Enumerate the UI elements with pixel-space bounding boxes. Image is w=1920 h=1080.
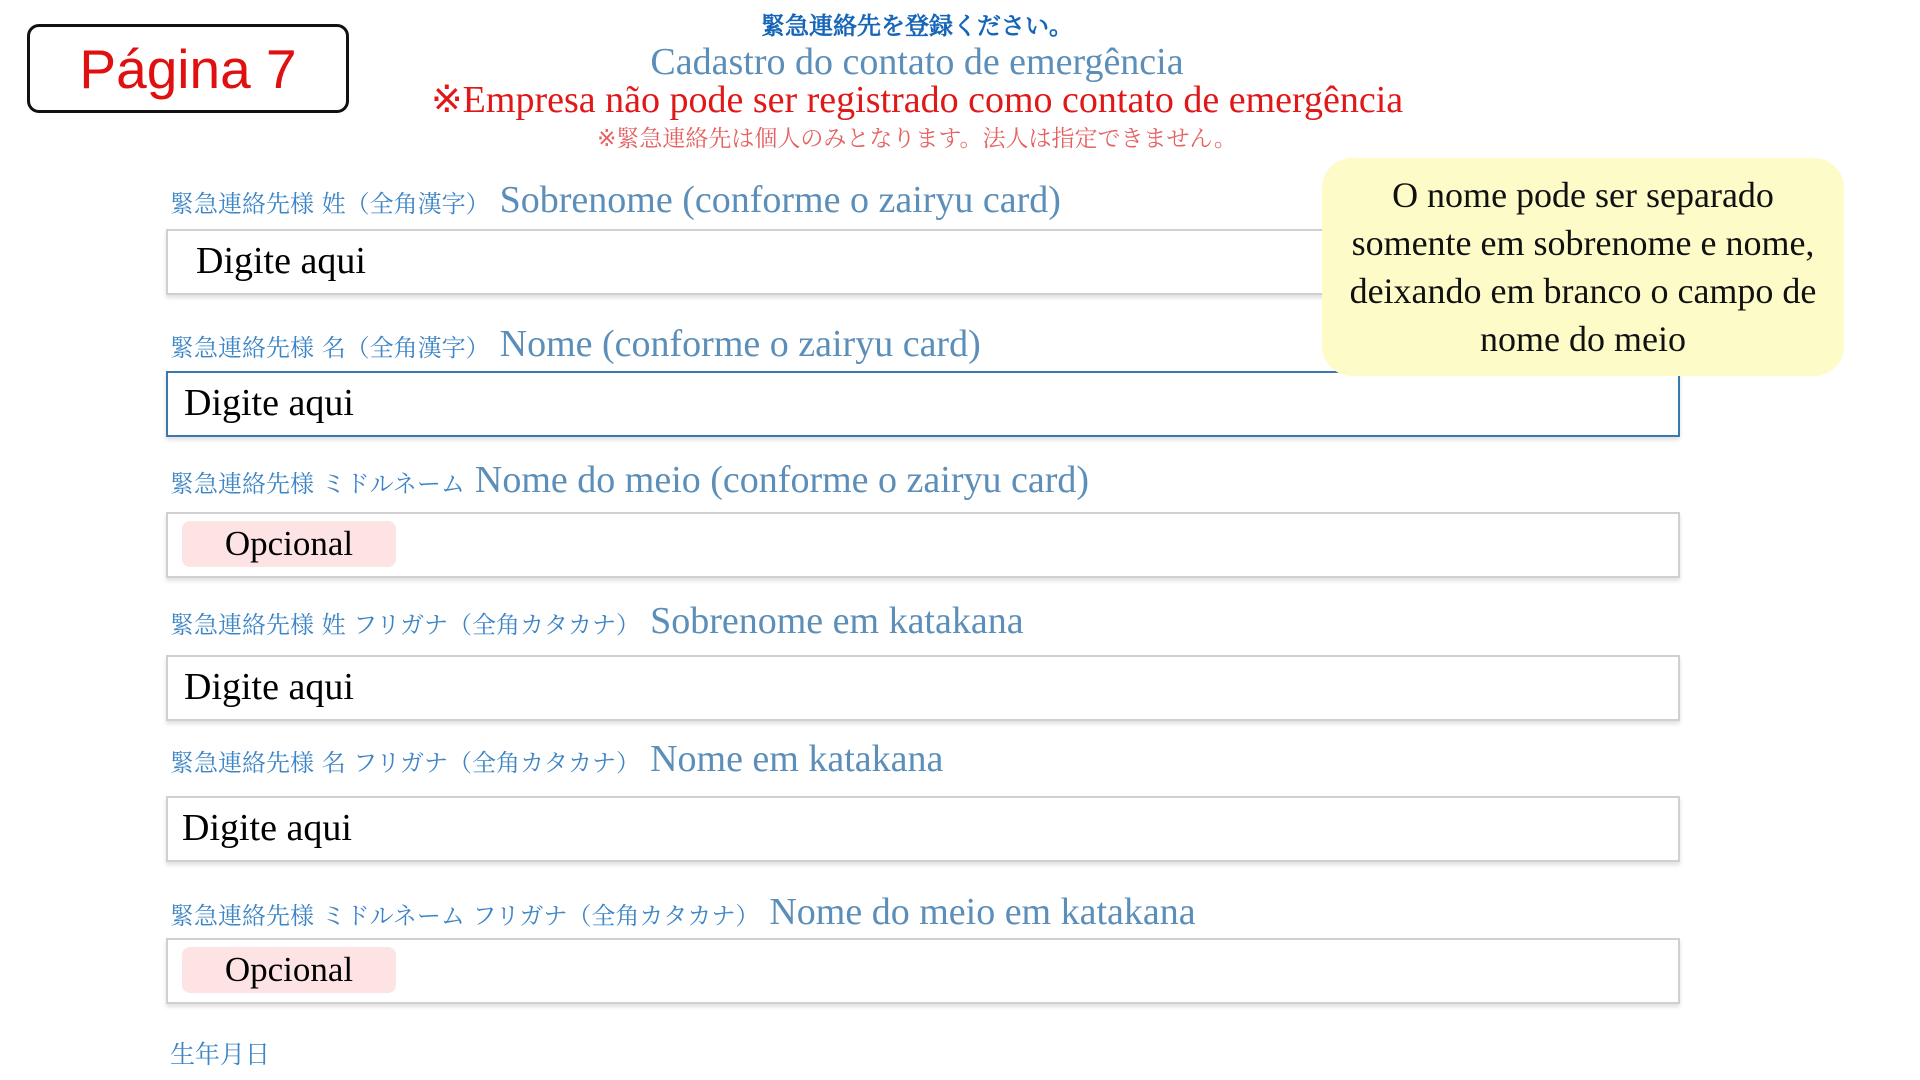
given-name-kana-input[interactable] — [166, 796, 1680, 862]
middle-name-kana-label-translation: Nome do meio em katakana — [769, 891, 1196, 933]
given-name-kana-label-translation: Nome em katakana — [650, 738, 944, 780]
given-name-kana-label-jp: 緊急連絡先様 名 フリガナ（全角カタカナ） — [170, 749, 641, 777]
surname-label-translation: Sobrenome (conforme o zairyu card) — [499, 179, 1061, 221]
given-name-kana-input-text: Digite aqui — [182, 807, 352, 849]
middle-name-label-jp: 緊急連絡先様 ミドルネーム — [170, 470, 465, 498]
surname-kana-input[interactable] — [166, 655, 1680, 721]
form-title-jp: 緊急連絡先を登録ください。 — [761, 12, 1073, 40]
middle-name-kana-label — [170, 890, 1196, 934]
given-name-label-translation: Nome (conforme o zairyu card) — [499, 323, 981, 365]
middle-name-kana-input[interactable] — [166, 938, 1680, 1004]
surname-input-text: Digite aqui — [196, 240, 366, 282]
optional-badge: Opcional — [182, 947, 396, 993]
surname-kana-label — [170, 599, 1024, 643]
middle-name-label — [170, 458, 1089, 502]
middle-name-kana-label-jp: 緊急連絡先様 ミドルネーム フリガナ（全角カタカナ） — [170, 902, 760, 930]
middle-name-label-translation: Nome do meio (conforme o zairyu card) — [474, 459, 1090, 501]
surname-kana-label-jp: 緊急連絡先様 姓 フリガナ（全角カタカナ） — [170, 611, 641, 639]
page-number-badge: Página 7 — [27, 24, 349, 113]
company-warning-jp: ※緊急連絡先は個人のみとなります。法人は指定できません。 — [597, 126, 1237, 152]
given-name-kana-label — [170, 737, 943, 781]
surname-label — [170, 178, 1061, 222]
given-name-label-jp: 緊急連絡先様 名（全角漢字） — [170, 334, 490, 362]
optional-badge: Opcional — [182, 521, 396, 567]
name-hint-text: O nome pode ser separado somente em sobrenome e nome, deixando em branco o campo de nome do meio — [1349, 175, 1817, 359]
form-title-translation: Cadastro do contato de emergência — [650, 41, 1184, 83]
date-of-birth-label: 生年月日 — [170, 1040, 271, 1069]
surname-kana-input-text: Digite aqui — [184, 666, 354, 708]
surname-label-jp: 緊急連絡先様 姓（全角漢字） — [170, 190, 490, 218]
middle-name-input[interactable] — [166, 512, 1680, 578]
surname-kana-label-translation: Sobrenome em katakana — [650, 600, 1024, 642]
given-name-label — [170, 322, 981, 366]
name-hint-callout — [1322, 158, 1844, 376]
given-name-input[interactable] — [166, 371, 1680, 437]
given-name-input-text: Digite aqui — [184, 382, 354, 424]
company-warning-translation: ※Empresa não pode ser registrado como contato de emergência — [430, 79, 1404, 121]
